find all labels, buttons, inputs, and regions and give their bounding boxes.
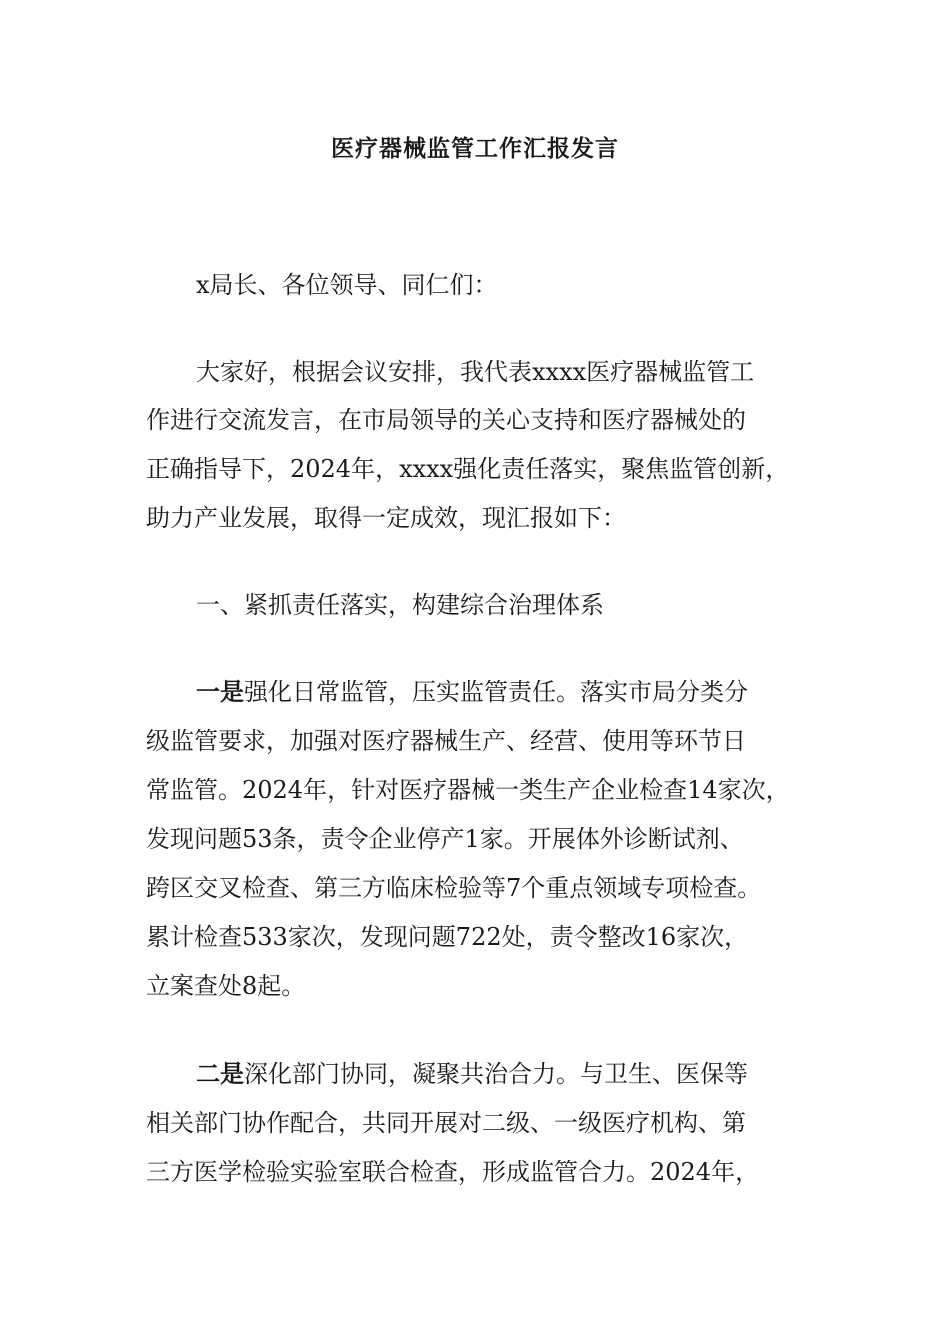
section-heading-1: 一、紧抓责任落实，构建综合治理体系	[196, 591, 604, 619]
item1-line-6: 累计检查533家次，发现问题722处，责令整改16家次，	[146, 923, 749, 951]
item1-first-text: 强化日常监管，压实监管责任。落实市局分类分	[244, 678, 748, 706]
item1-line-2: 级监管要求，加强对医疗器械生产、经营、使用等环节日	[146, 727, 746, 755]
item2-lead: 二是	[196, 1059, 244, 1088]
item2-first-text: 深化部门协同，凝聚共治合力。与卫生、医保等	[244, 1060, 748, 1088]
intro-line-1: 大家好，根据会议安排，我代表xxxx医疗器械监管工	[196, 358, 755, 386]
item2-line-3: 三方医学检验实验室联合检查，形成监管合力。2024年，	[146, 1158, 760, 1186]
item1-line-4: 发现问题53条，责令企业停产1家。开展体外诊断试剂、	[146, 825, 744, 853]
item1-lead: 一是	[196, 677, 244, 706]
item2-first-line	[196, 1059, 748, 1089]
item1-line-3: 常监管。2024年，针对医疗器械一类生产企业检查14家次，	[146, 776, 790, 804]
salutation: x局长、各位领导、同仁们：	[196, 271, 498, 299]
item2-line-2: 相关部门协作配合，共同开展对二级、一级医疗机构、第	[146, 1109, 746, 1137]
intro-line-4: 助力产业发展，取得一定成效，现汇报如下：	[146, 504, 626, 532]
item1-first-line	[196, 677, 748, 707]
intro-line-3: 正确指导下，2024年，xxxx强化责任落实，聚焦监管创新，	[146, 455, 790, 483]
item1-line-5: 跨区交叉检查、第三方临床检验等7个重点领域专项检查。	[146, 874, 762, 902]
item1-line-7: 立案查处8起。	[146, 972, 306, 1000]
document-title: 医疗器械监管工作汇报发言	[331, 135, 619, 162]
intro-line-2: 作进行交流发言，在市局领导的关心支持和医疗器械处的	[146, 406, 746, 434]
